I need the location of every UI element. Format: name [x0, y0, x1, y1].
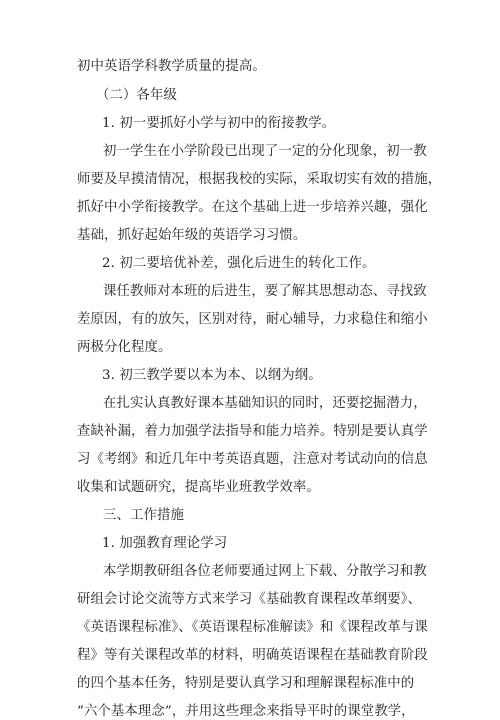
text-line: 收集和试题研究，提高毕业班教学效率。: [77, 480, 320, 495]
text-line: 差原因，有的放矢，区别对待，耐心辅导，力求稳住和缩小: [77, 312, 428, 327]
item-heading: 3. 初三教学要以本为本、以纲为纲。: [102, 368, 322, 383]
item-heading: 1. 加强教育理论学习: [102, 536, 228, 551]
text-line: 研组会讨论交流等方式来学习《基础教育课程改革纲要》、: [77, 592, 422, 607]
item-heading: 2. 初二要培优补差，强化后进生的转化工作。: [102, 256, 376, 271]
section-heading: （二）各年级: [96, 88, 177, 103]
section-heading: 三、工作措施: [103, 508, 184, 523]
text-line: 查缺补漏，着力加强学法指导和能力培养。特别是要认真学: [77, 424, 428, 439]
text-line: 的四个基本任务，特别是要认真学习和理解课程标准中的: [77, 676, 415, 691]
text-line: 《英语课程标准》、《英语课程标准解读》和《课程改革与课: [77, 620, 428, 635]
text-line: 师要及早摸清情况，根据我校的实际，采取切实有效的措施，: [77, 172, 442, 187]
text-line: “六个基本理念”，并用这些理念来指导平时的课堂教学，: [77, 704, 415, 719]
text-line: 在扎实认真教好课本基础知识的同时，还要挖掘潜力，: [103, 396, 427, 411]
text-line: 基础，抓好起始年级的英语学习习惯。: [77, 228, 307, 243]
text-line: 抓好中小学衔接教学。在这个基础上进一步培养兴趣，强化: [77, 200, 428, 215]
text-line: 课任教师对本班的后进生，要了解其思想动态、寻找致: [103, 284, 427, 299]
item-heading: 1. 初一要抓好小学与初中的衔接教学。: [102, 116, 336, 131]
text-line: 习《考纲》和近几年中考英语真题，注意对考试动向的信息: [77, 452, 428, 467]
text-line: 两极分化程度。: [77, 340, 172, 355]
text-line: 初中英语学科教学质量的提高。: [77, 59, 266, 74]
text-line: 本学期教研组各位老师要通过网上下载、分散学习和教: [103, 564, 427, 579]
text-line: 程》等有关课程改革的材料，明确英语课程在基础教育阶段: [77, 648, 428, 663]
text-line: 初一学生在小学阶段已出现了一定的分化现象，初一教: [103, 144, 427, 159]
